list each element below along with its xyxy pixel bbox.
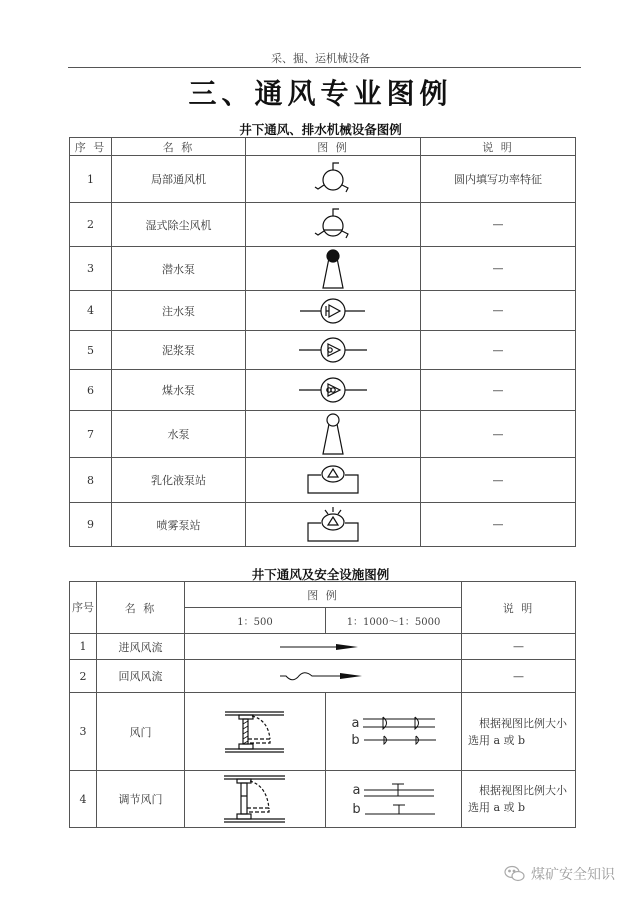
table-row xyxy=(70,247,576,291)
row-name: 进风风流 xyxy=(97,634,185,660)
regulator-door-detail-icon xyxy=(185,771,326,828)
water-pump-icon xyxy=(246,411,421,458)
table2-caption: 井下通风及安全设施图例 xyxy=(251,567,390,582)
header-no: 序号 xyxy=(70,582,97,634)
submersible-pump-icon xyxy=(246,247,421,291)
row-note: 根据视图比例大小选用 a 或 b xyxy=(462,693,576,771)
local-fan-icon xyxy=(246,156,421,203)
row-note: — xyxy=(421,203,576,247)
row-name: 水泵 xyxy=(112,411,246,458)
watermark-text: 煤矿安全知识 xyxy=(531,867,615,883)
row-note: 根据视图比例大小选用 a 或 b xyxy=(462,771,576,828)
air-door-detail-icon xyxy=(185,693,326,771)
row-no: 1 xyxy=(70,634,97,660)
row-no: 3 xyxy=(70,693,97,771)
table-header-row xyxy=(70,138,576,156)
spray-pump-station-icon xyxy=(246,503,421,547)
emulsion-pump-station-icon xyxy=(246,458,421,503)
table-row xyxy=(70,370,576,411)
row-name: 煤水泵 xyxy=(112,370,246,411)
table-row xyxy=(70,411,576,458)
row-no: 2 xyxy=(70,660,97,693)
row-no: 4 xyxy=(70,771,97,828)
variant-a-label: a xyxy=(351,715,360,731)
header-name: 名 称 xyxy=(112,138,246,156)
row-name: 调节风门 xyxy=(97,771,185,828)
header-name: 名 称 xyxy=(97,582,185,634)
table-row xyxy=(70,771,576,828)
table-row xyxy=(70,634,576,660)
page-title: 三、通风专业图例 xyxy=(188,77,453,110)
row-name: 局部通风机 xyxy=(112,156,246,203)
header-legend: 图 例 xyxy=(246,138,421,156)
row-no: 6 xyxy=(70,370,112,411)
regulator-door-line-icon xyxy=(326,771,462,828)
row-no: 5 xyxy=(70,331,112,370)
equipment-legend-table xyxy=(69,137,576,547)
row-note: — xyxy=(421,411,576,458)
row-name: 泥浆泵 xyxy=(112,331,246,370)
ventilation-safety-legend-table xyxy=(69,581,576,828)
running-head: 采、掘、运机械设备 xyxy=(271,52,370,65)
row-name: 注水泵 xyxy=(112,291,246,331)
variant-b-label: b xyxy=(352,801,361,817)
header-note: 说 明 xyxy=(462,582,576,634)
table-row xyxy=(70,291,576,331)
mud-pump-icon xyxy=(246,331,421,370)
coal-water-pump-icon xyxy=(246,370,421,411)
table1-caption: 井下通风、排水机械设备图例 xyxy=(239,122,402,137)
row-no: 2 xyxy=(70,203,112,247)
header-no: 序 号 xyxy=(70,138,112,156)
row-note: — xyxy=(462,660,576,693)
row-note: — xyxy=(421,291,576,331)
injection-pump-icon xyxy=(246,291,421,331)
variant-b-label: b xyxy=(351,732,360,748)
row-name: 潜水泵 xyxy=(112,247,246,291)
wet-dust-fan-icon xyxy=(246,203,421,247)
row-no: 1 xyxy=(70,156,112,203)
table-row xyxy=(70,693,576,771)
variant-a-label: a xyxy=(352,783,361,798)
air-door-line-icon xyxy=(326,693,462,771)
watermark xyxy=(503,864,615,884)
header-scale-small: 1：500 xyxy=(185,608,326,634)
row-no: 9 xyxy=(70,503,112,547)
row-name: 风门 xyxy=(97,693,185,771)
header-scale-large: 1：1000～1：5000 xyxy=(326,608,462,634)
table-row xyxy=(70,156,576,203)
table-row xyxy=(70,458,576,503)
row-no: 8 xyxy=(70,458,112,503)
header-note: 说 明 xyxy=(421,138,576,156)
row-note: 圆内填写功率特征 xyxy=(421,156,576,203)
header-legend: 图 例 xyxy=(185,582,462,608)
row-no: 3 xyxy=(70,247,112,291)
table-row xyxy=(70,331,576,370)
row-name: 乳化液泵站 xyxy=(112,458,246,503)
row-note: — xyxy=(421,331,576,370)
row-note: — xyxy=(421,503,576,547)
return-airflow-arrow-icon xyxy=(185,660,462,693)
table-row xyxy=(70,203,576,247)
table-row xyxy=(70,660,576,693)
row-name: 湿式除尘风机 xyxy=(112,203,246,247)
row-note: — xyxy=(421,370,576,411)
row-name: 回风风流 xyxy=(97,660,185,693)
intake-airflow-arrow-icon xyxy=(185,634,462,660)
row-note: — xyxy=(421,247,576,291)
row-no: 7 xyxy=(70,411,112,458)
table-row xyxy=(70,503,576,547)
row-no: 4 xyxy=(70,291,112,331)
row-name: 喷雾泵站 xyxy=(112,503,246,547)
header-rule xyxy=(68,67,581,68)
table-header-row xyxy=(70,582,576,608)
row-note: — xyxy=(462,634,576,660)
row-note: — xyxy=(421,458,576,503)
wechat-icon xyxy=(503,864,527,884)
